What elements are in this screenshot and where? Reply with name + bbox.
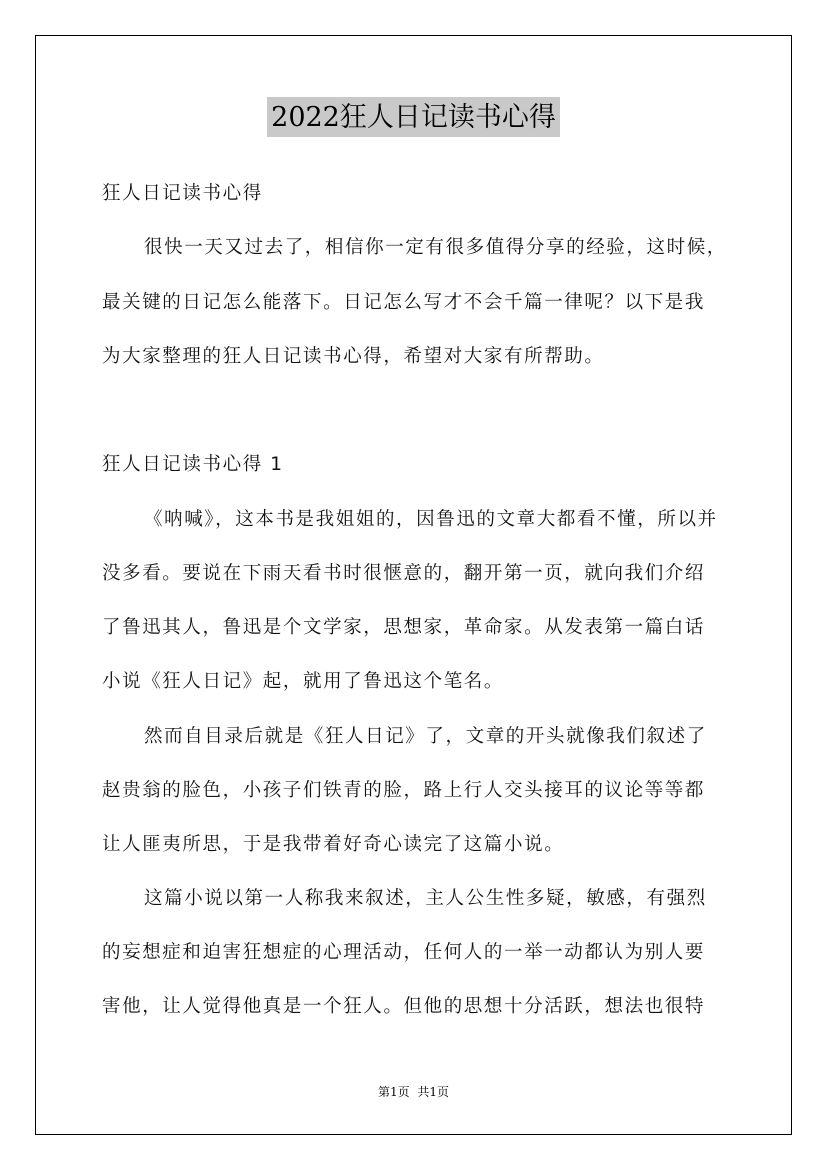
intro-line: 很快一天又过去了，相信你一定有很多值得分享的经验，这时候， xyxy=(144,237,727,258)
paragraph-line: 《呐喊》，这本书是我姐姐的，因鲁迅的文章大都看不懂，所以并 xyxy=(144,509,718,530)
intro-line: 最关键的日记怎么能落下。日记怎么写才不会千篇一律呢？以下是我 xyxy=(102,292,706,313)
intro-line: 为大家整理的狂人日记读书心得，希望对大家有所帮助。 xyxy=(102,346,605,367)
title-container xyxy=(0,97,827,137)
page-footer xyxy=(0,1083,827,1100)
paragraph-line: 让人匪夷所思，于是我带着好奇心读完了这篇小说。 xyxy=(102,834,565,855)
paragraph-line: 小说《狂人日记》起，就用了鲁迅这个笔名。 xyxy=(102,671,505,692)
paragraph-line: 这篇小说以第一人称我来叙述，主人公生性多疑，敏感，有强烈 xyxy=(144,888,707,909)
page-total: 共1页 xyxy=(417,1085,450,1099)
page-number: 第1页 xyxy=(377,1085,410,1099)
paragraph-line: 没多看。要说在下雨天看书时很惬意的，翻开第一页，就向我们介绍 xyxy=(102,563,706,584)
paragraph-line: 了鲁迅其人，鲁迅是个文学家，思想家，革命家。从发表第一篇白话 xyxy=(102,617,706,638)
document-title: 2022狂人日记读书心得 xyxy=(267,97,560,137)
section-heading: 狂人日记读书心得 1 xyxy=(102,454,284,475)
paragraph-line: 赵贵翁的脸色，小孩子们铁青的脸，路上行人交头接耳的议论等等都 xyxy=(102,780,706,801)
paragraph-line: 然而自目录后就是《狂人日记》了，文章的开头就像我们叙述了 xyxy=(144,726,707,747)
paragraph-line: 害他，让人觉得他真是一个狂人。但他的思想十分活跃，想法也很特 xyxy=(102,996,706,1017)
subtitle: 狂人日记读书心得 xyxy=(102,183,263,204)
paragraph-line: 的妄想症和迫害狂想症的心理活动，任何人的一举一动都认为别人要 xyxy=(102,942,706,963)
